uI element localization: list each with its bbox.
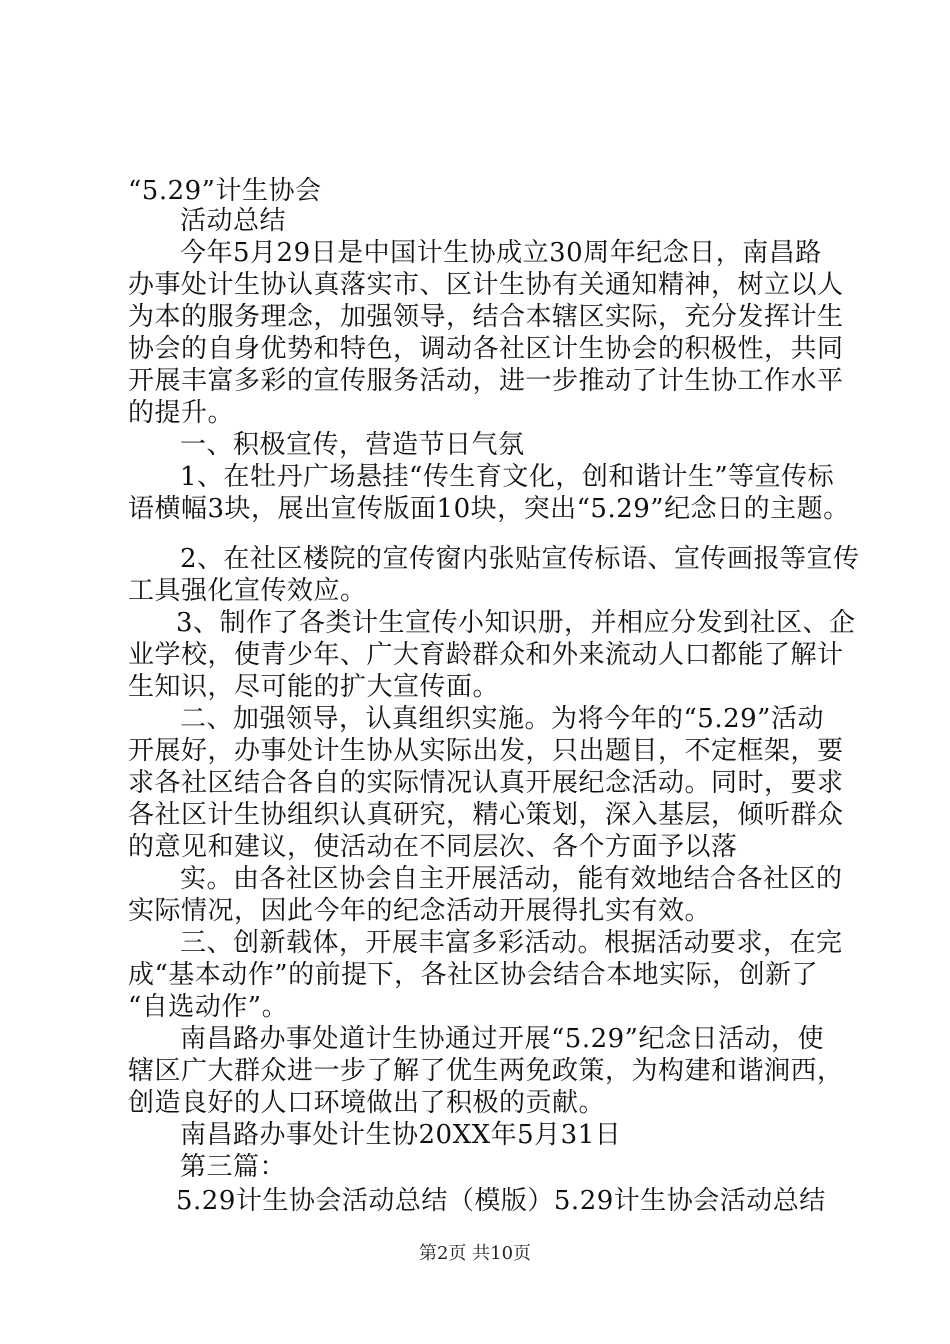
paragraph-line: 成“基本动作”的前提下，各社区协会结合本地实际，创新了 (128, 960, 819, 990)
chapter-title: 5.29计生协会活动总结（模版）5.29计生协会活动总结 (176, 1186, 826, 1216)
signature-line: 南昌路办事处计生协20XX年5月31日 (180, 1120, 622, 1150)
paragraph-line: 辖区广大群众进一步了解了优生两免政策，为构建和谐涧西， (128, 1056, 844, 1086)
paragraph-line: 1、在牡丹广场悬挂“传生育文化，创和谐计生”等宣传标 (180, 462, 835, 492)
paragraph-line: 的提升。 (128, 398, 235, 428)
section-heading: 二、加强领导，认真组织实施。为将今年的“5.29”活动 (180, 704, 824, 734)
document-title-line-2: 活动总结 (180, 206, 287, 236)
chapter-label: 第三篇： (180, 1152, 287, 1182)
paragraph-line: 开展丰富多彩的宣传服务活动，进一步推动了计生协工作水平 (128, 366, 844, 396)
paragraph-line: 业学校，使青少年、广大育龄群众和外来流动人口都能了解计 (128, 640, 844, 670)
paragraph-line: 办事处计生协认真落实市、区计生协有关通知精神，树立以人 (128, 270, 844, 300)
paragraph-line: 为本的服务理念，加强领导，结合本辖区实际，充分发挥计生 (128, 302, 844, 332)
paragraph-line: 求各社区结合各自的实际情况认真开展纪念活动。同时，要求 (128, 768, 844, 798)
paragraph-line: 开展好，办事处计生协从实际出发，只出题目，不定框架，要 (128, 736, 844, 766)
paragraph-line: 2、在社区楼院的宣传窗内张贴宣传标语、宣传画报等宣传 (180, 544, 860, 574)
paragraph-line: 创造良好的人口环境做出了积极的贡献。 (128, 1088, 606, 1118)
paragraph-line: 工具强化宣传效应。 (128, 576, 367, 606)
section-heading: 一、积极宣传，营造节日气氛 (180, 430, 525, 460)
paragraph-line: 实。由各社区协会自主开展活动，能有效地结合各社区的 (180, 864, 843, 894)
page-indicator: 第2页 共10页 (418, 1243, 532, 1264)
paragraph-line: 生知识，尽可能的扩大宣传面。 (128, 672, 500, 702)
paragraph-line: 协会的自身优势和特色，调动各社区计生协会的积极性，共同 (128, 334, 844, 364)
section-heading: 三、创新载体，开展丰富多彩活动。根据活动要求，在完 (180, 928, 843, 958)
paragraph-line: “自选动作”。 (128, 992, 289, 1022)
paragraph-line: 今年5月29日是中国计生协成立30周年纪念日，南昌路 (180, 238, 822, 268)
paragraph-line: 南昌路办事处道计生协通过开展“5.29”纪念日活动，使 (180, 1024, 824, 1054)
paragraph-line: 实际情况，因此今年的纪念活动开展得扎实有效。 (128, 896, 712, 926)
paragraph-line: 语横幅3块，展出宣传版面10块，突出“5.29”纪念日的主题。 (128, 494, 850, 524)
document-title-line-1: “5.29”计生协会 (128, 176, 322, 206)
paragraph-line: 3、制作了各类计生宣传小知识册，并相应分发到社区、企 (176, 608, 856, 638)
paragraph-line: 各社区计生协组织认真研究，精心策划，深入基层，倾听群众 (128, 800, 844, 830)
paragraph-line: 的意见和建议，使活动在不同层次、各个方面予以落 (128, 832, 738, 862)
